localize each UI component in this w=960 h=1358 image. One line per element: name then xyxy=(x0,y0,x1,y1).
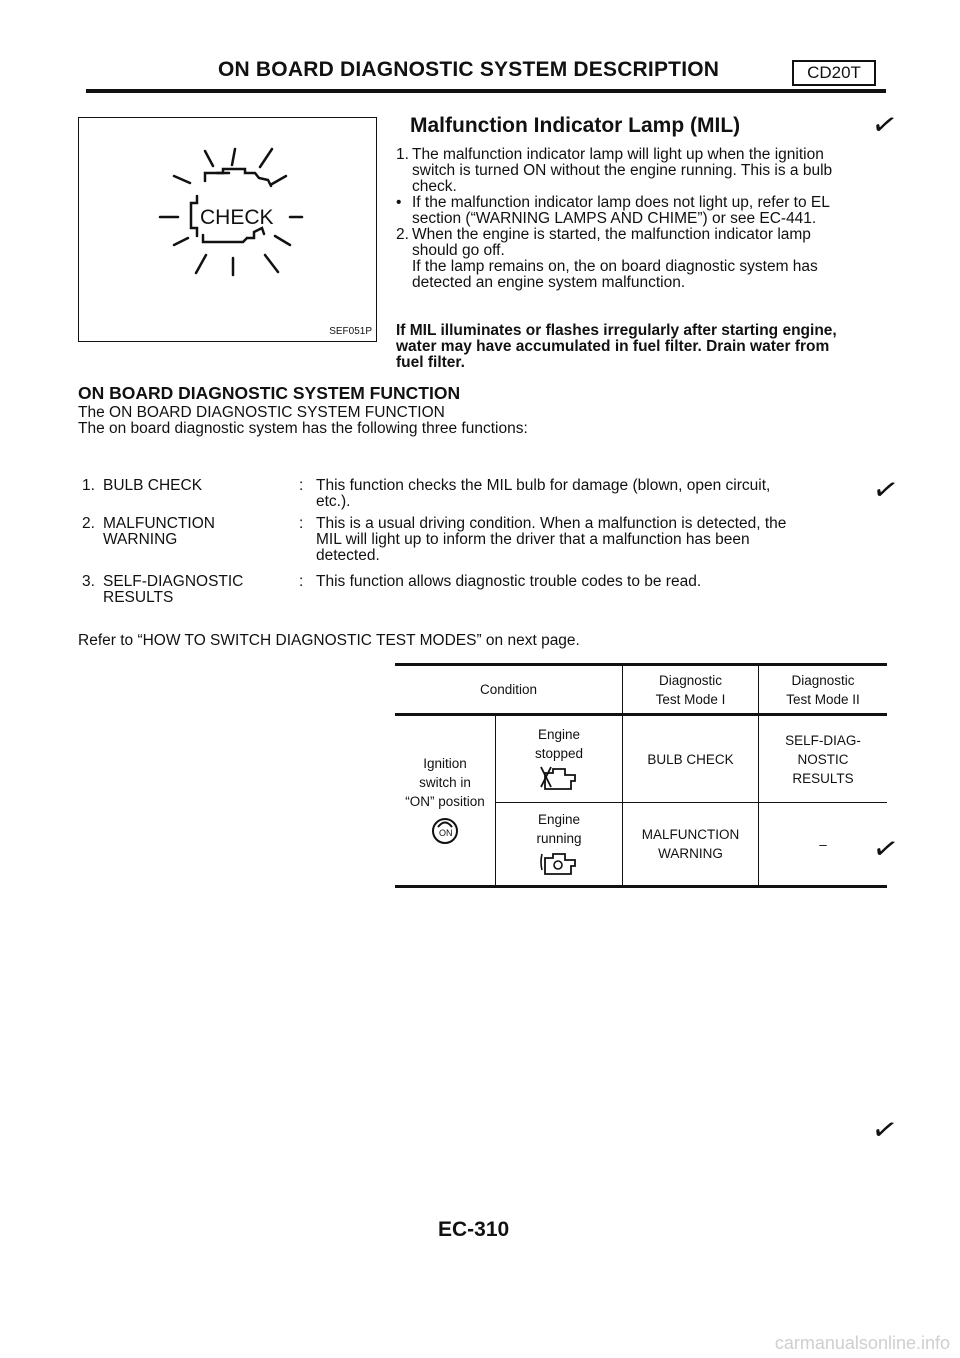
mode2-line: NOSTIC xyxy=(797,751,849,767)
warning-line: water may have accumulated in fuel filter. Drain water from xyxy=(396,338,830,355)
mil-marker: • xyxy=(396,194,402,211)
engine-line: running xyxy=(536,831,582,846)
check-lamp-icon xyxy=(79,118,376,341)
intro-line: The on board diagnostic system has the following three functions: xyxy=(78,420,528,437)
function-item-num: 3. xyxy=(82,573,95,590)
mode2-line: RESULTS xyxy=(792,770,854,786)
page-title: ON BOARD DIAGNOSTIC SYSTEM DESCRIPTION xyxy=(218,58,720,81)
function-item-num: 2. xyxy=(82,515,95,532)
header-line: Test Mode I xyxy=(655,691,726,707)
mil-marker: 1. xyxy=(396,146,409,163)
checkmark-icon: ✓ xyxy=(868,106,901,145)
function-item-desc xyxy=(316,478,770,510)
mil-title: Malfunction Indicator Lamp (MIL) xyxy=(410,114,741,137)
engine-running-icon xyxy=(539,848,579,878)
colon: : xyxy=(299,573,304,590)
checkmark-icon: ✓ xyxy=(868,1111,901,1150)
warning-line: If MIL illuminates or flashes irregularly after starting engine, xyxy=(396,322,837,339)
engine-stopped-icon xyxy=(539,763,579,793)
figure-code: SEF051P xyxy=(329,326,372,337)
function-desc-line: etc.). xyxy=(316,493,351,510)
ignition-line: “ON” position xyxy=(405,794,485,809)
header-mode1 xyxy=(623,665,759,715)
ignition-key-icon xyxy=(428,813,462,847)
mil-warning xyxy=(396,323,837,371)
mil-line: When the engine is started, the malfunction indicator lamp xyxy=(412,226,811,243)
header-line: Diagnostic xyxy=(658,672,723,688)
function-name-line: MALFUNCTION xyxy=(103,515,215,532)
diagnostic-mode-table xyxy=(395,663,887,888)
mode1-malfunction-warning xyxy=(623,803,759,887)
function-desc-line: detected. xyxy=(316,547,380,564)
function-item-name xyxy=(103,574,243,606)
engine-line: Engine xyxy=(537,727,581,742)
header-condition: Condition xyxy=(479,682,538,697)
checkmark-icon: ✓ xyxy=(869,471,902,510)
colon: : xyxy=(299,477,304,494)
header-mode2 xyxy=(759,665,888,715)
intro-line: The ON BOARD DIAGNOSTIC SYSTEM FUNCTION xyxy=(78,404,445,421)
function-name-line: WARNING xyxy=(103,531,178,548)
function-desc-line: This is a usual driving condition. When a malfunction is detected, the xyxy=(316,515,787,532)
warning-line: fuel filter. xyxy=(396,354,465,371)
function-item-name xyxy=(103,478,202,494)
svg-text:ON: ON xyxy=(439,828,453,838)
engine-line: Engine xyxy=(537,812,581,827)
header-line: Test Mode II xyxy=(786,691,860,707)
ignition-cell xyxy=(395,715,496,887)
colon: : xyxy=(299,515,304,532)
header-rule xyxy=(86,89,886,93)
function-item-name xyxy=(103,516,215,548)
section-title: ON BOARD DIAGNOSTIC SYSTEM FUNCTION xyxy=(78,383,461,403)
ignition-line: Ignition xyxy=(423,756,467,771)
mil-line: The malfunction indicator lamp will light up when the ignition xyxy=(412,146,824,163)
mil-line: should go off. xyxy=(412,242,505,259)
mil-marker: 2. xyxy=(396,226,409,243)
lamp-text: CHECK xyxy=(200,206,274,229)
mode1-line: WARNING xyxy=(658,846,723,861)
engine-stopped-cell xyxy=(496,715,623,803)
function-desc-line: MIL will light up to inform the driver that a malfunction has been xyxy=(316,531,750,548)
function-name-line: RESULTS xyxy=(103,589,174,606)
function-name-line: SELF-DIAGNOSTIC xyxy=(103,573,244,590)
section-intro xyxy=(78,405,528,437)
engine-line: stopped xyxy=(534,746,584,761)
mil-line: check. xyxy=(412,178,457,195)
mode2-self-diag xyxy=(759,715,888,803)
function-item-desc xyxy=(316,574,701,590)
mode1-line: MALFUNCTION xyxy=(641,827,740,842)
mil-line: section (“WARNING LAMPS AND CHIME”) or see EC-441. xyxy=(412,210,817,227)
mil-line: If the malfunction indicator lamp does not light up, refer to EL xyxy=(412,194,830,211)
page-number: EC-310 xyxy=(438,1218,510,1241)
watermark: carmanualsonline.info xyxy=(774,1333,950,1353)
function-desc-line: This function checks the MIL bulb for damage (blown, open circuit, xyxy=(316,477,771,494)
function-item-num: 1. xyxy=(82,477,95,494)
mil-line: switch is turned ON without the engine running. This is a bulb xyxy=(412,162,833,179)
function-desc-line: This function allows diagnostic trouble codes to be read. xyxy=(316,573,702,590)
ignition-line: switch in xyxy=(419,775,471,790)
function-item-desc xyxy=(316,516,786,564)
checkmark-icon: ✓ xyxy=(869,830,902,869)
function-name-line: BULB CHECK xyxy=(103,477,203,494)
mode2-dash: – xyxy=(759,803,888,887)
refer-text: Refer to “HOW TO SWITCH DIAGNOSTIC TEST MODES” on next page. xyxy=(78,632,580,649)
mode2-line: SELF-DIAG- xyxy=(785,732,861,748)
engine-tag: CD20T xyxy=(792,60,876,86)
mil-line: detected an engine system malfunction. xyxy=(412,274,686,291)
mil-line: If the lamp remains on, the on board diagnostic system has xyxy=(412,258,818,275)
engine-running-cell xyxy=(496,803,623,887)
check-lamp-figure xyxy=(78,117,377,342)
mode1-bulb-check: BULB CHECK xyxy=(623,715,759,803)
header-line: Diagnostic xyxy=(791,672,855,688)
